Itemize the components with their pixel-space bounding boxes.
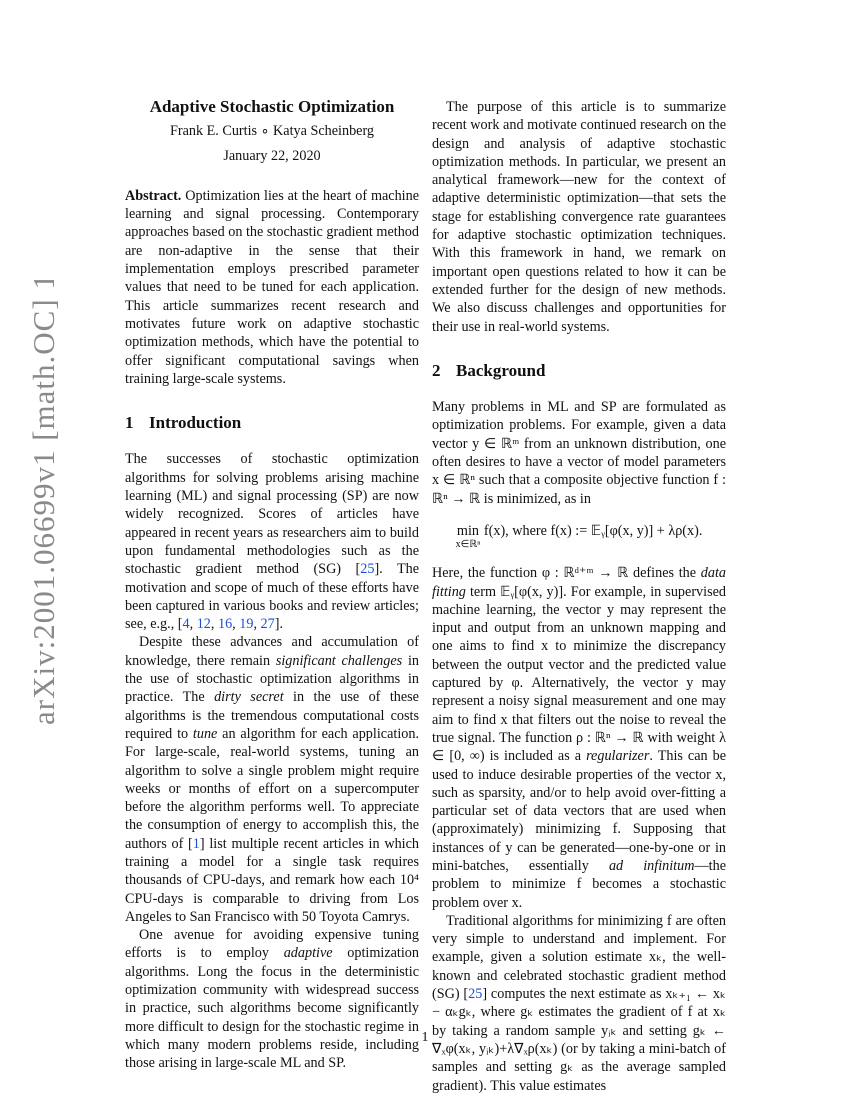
abstract-text: Optimization lies at the heart of machine learning and signal processing. Contemporary approaches based on the stochastic gradient method are non-adaptive in the sense that their implementation employs prescribed parameter values that need to be tuned for each application. This article summarizes recent research and motivates future work on adaptive stochastic optimization methods, which have the potential to offer significant computational savings when training large-scale systems. [125,187,420,387]
arxiv-identifier-text: arXiv:2001.06699v1 [math.OC] 18 Jan 2020 [26,280,61,725]
emphasis: tune [192,725,218,742]
right-column [432,98,726,1095]
text-run: in the use of stochastic optimization algorithms in practice. The [125,652,419,706]
abstract [125,187,419,388]
text-run: One avenue for avoiding expensive tuning efforts is to employ [125,927,419,962]
citation-link[interactable]: 1 [192,835,200,852]
text-run: an algorithm for each application. For large-scale, real-world systems, tuning an algorithm to solve a single problem might require weeks or months of effort on a supercomputer before the algorithm performs well. To appreciate the consumption of energy to accomplish this, the authors of [ [125,725,419,852]
section-heading-background [432,362,726,380]
formula-min-operator [456,522,481,550]
background-paragraph-2 [432,564,726,912]
objective-formula [432,522,726,550]
section-title: Background [456,360,546,380]
background-paragraph-1: Many problems in ML and SP are formulated as optimization problems. For example, given a data vector y ∈ ℝᵐ from an unknown distribution, one often desires to have a vector of model parameters x ∈ ℝⁿ such that a composite objective function f : ℝⁿ → ℝ is minimized, as in [432,399,726,507]
text-run: Here, the function φ : ℝᵈ⁺ᵐ → ℝ defines the [432,565,701,582]
formula-min-text: min [456,522,479,539]
emphasis: dirty secret [214,689,284,706]
page-number: 1 [421,1030,429,1045]
section-title: Introduction [149,413,242,433]
paper-title: Adaptive Stochastic Optimization [149,97,395,116]
emphasis: adaptive [283,945,333,962]
emphasis: ad infinitum [608,857,695,874]
text-run: in the use of these algorithms is the tremendous computational costs required to [125,689,419,742]
emphasis: data fitting [432,565,726,600]
text-run: ] list multiple recent articles in which training a model for a single task requires thousands of CPU-days, and remark how each 10⁴ CPU-days is comparable to driving from Los Angeles to San Francisco with 50 Toyota Camrys. [125,835,419,925]
text-run: optimization algorithms. Long the focus in the deterministic optimization community with widespread success in practice, such algorithms become significantly more difficult to design for the stochastic regime in which many modern problems reside, including those arising in large-scale ML and SP. [125,945,419,1072]
formula-subscript: x∈ℝⁿ [455,539,481,551]
left-column [125,98,419,1073]
paper-date: January 22, 2020 [223,147,321,164]
text-run: —the problem to minimize f becomes a stochastic problem over x. [432,857,726,911]
text-run: term 𝔼ᵧ[φ(x, y)]. For example, in supervised machine learning, the vector y may represent the input and output from an unknown mapping and one aims to find x to minimize the discrepancy between the output vector and the predicted value captured by φ. Alternatively, the vector y may represent a noisy signal measurement and one may aim to find x that filters out the noise to reveal the true signal. The function ρ : ℝⁿ → ℝ with weight λ ∈ [0, ∞) is included as a [432,583,726,765]
text-run: Traditional algorithms for minimizing f are often very simple to understand and implement. For example, given a solution estimate xₖ, the well-known and celebrated stochastic gradient method (SG) [ [432,912,726,1003]
intro-paragraph-1: The successes of stochastic optimization algorithms for solving problems arising machine learning (ML) and signal processing (SP) are now widely recognized. Scores of articles have appeared in recent years as researchers aim to build upon fundamental methodologies such as the stochastic gradient method (SG) [25]. The motivation and scope of much of these efforts have been captured in various books and review articles; see, e.g., [4, 12, 16, 19, 27]. [125,451,419,633]
formula-body: f(x), where f(x) := 𝔼ᵧ[φ(x, y)] + λρ(x). [483,522,703,539]
text-run: The successes of stochastic optimization algorithms for solving problems arising machine learning (ML) and signal processing (SP) are now widely recognized. Scores of articles have appeared in recent years as researchers aim to build upon fundamental methodologies such as the stochastic gradient method (SG) [ [125,451,419,578]
background-paragraph-3 [432,912,726,1095]
citation-link[interactable]: 25 [360,561,375,578]
paper-authors: Frank E. Curtis ∘ Katya Scheinberg [169,123,375,140]
citation-link[interactable]: 19 [239,616,254,633]
section-number: 1 [125,413,134,433]
citation-link[interactable]: 4 [182,616,190,633]
text-run: . This can be used to induce desirable properties of the vector x, such as sparsity, and/or to help avoid over-fitting a particular set of data vectors that are used when (approximately) minimizing f. Supposing that instances of y can be generated—one-by-one or in mini-batches, essentially [432,748,727,874]
citation-link[interactable]: 25 [468,986,483,1003]
section-heading-introduction [125,414,419,432]
emphasis: regularizer [586,748,650,765]
intro-paragraph-3 [125,926,419,1072]
text-run: ]. [274,616,284,633]
intro-paragraph-2 [125,633,419,926]
section-number: 2 [432,360,441,380]
text-run: ] computes the next estimate as xₖ₊₁ ← xₖ − αₖgₖ, where gₖ estimates the gradient of f at xₖ by taking a random sample yᵢₖ and setting gₖ ← ∇ₓφ(xₖ, yᵢₖ)+λ∇ₓρ(xₖ) (or by taking a mini-batch of samples and setting gₖ as the average sampled gradient). This value estimates [432,986,727,1094]
citation-link[interactable]: 27 [260,616,275,633]
text-run: Despite these advances and accumulation of knowledge, there remain [125,634,419,669]
arxiv-identifier-stamp [10,280,70,730]
citation-link[interactable]: 12 [196,616,211,633]
intro-paragraph-4: The purpose of this article is to summarize recent work and motivate continued research on the design and analysis of adaptive stochastic optimization methods. In particular, we present an analytical framework—new for the context of adaptive deterministic optimization—that sets the stage for establishing convergence rate guarantees for adaptive stochastic optimization techniques. With this framework in hand, we remark on important open questions related to how it can be extended further for the design of new methods. We also discuss challenges and opportunities for their use in real-world systems. [432,99,726,335]
text-run: ]. The motivation and scope of much of these efforts have been captured in various books and review articles; see, e.g., [ [125,561,419,633]
abstract-label: Abstract. [125,187,182,204]
emphasis: significant challenges [275,652,403,669]
citation-link[interactable]: 16 [217,616,233,633]
